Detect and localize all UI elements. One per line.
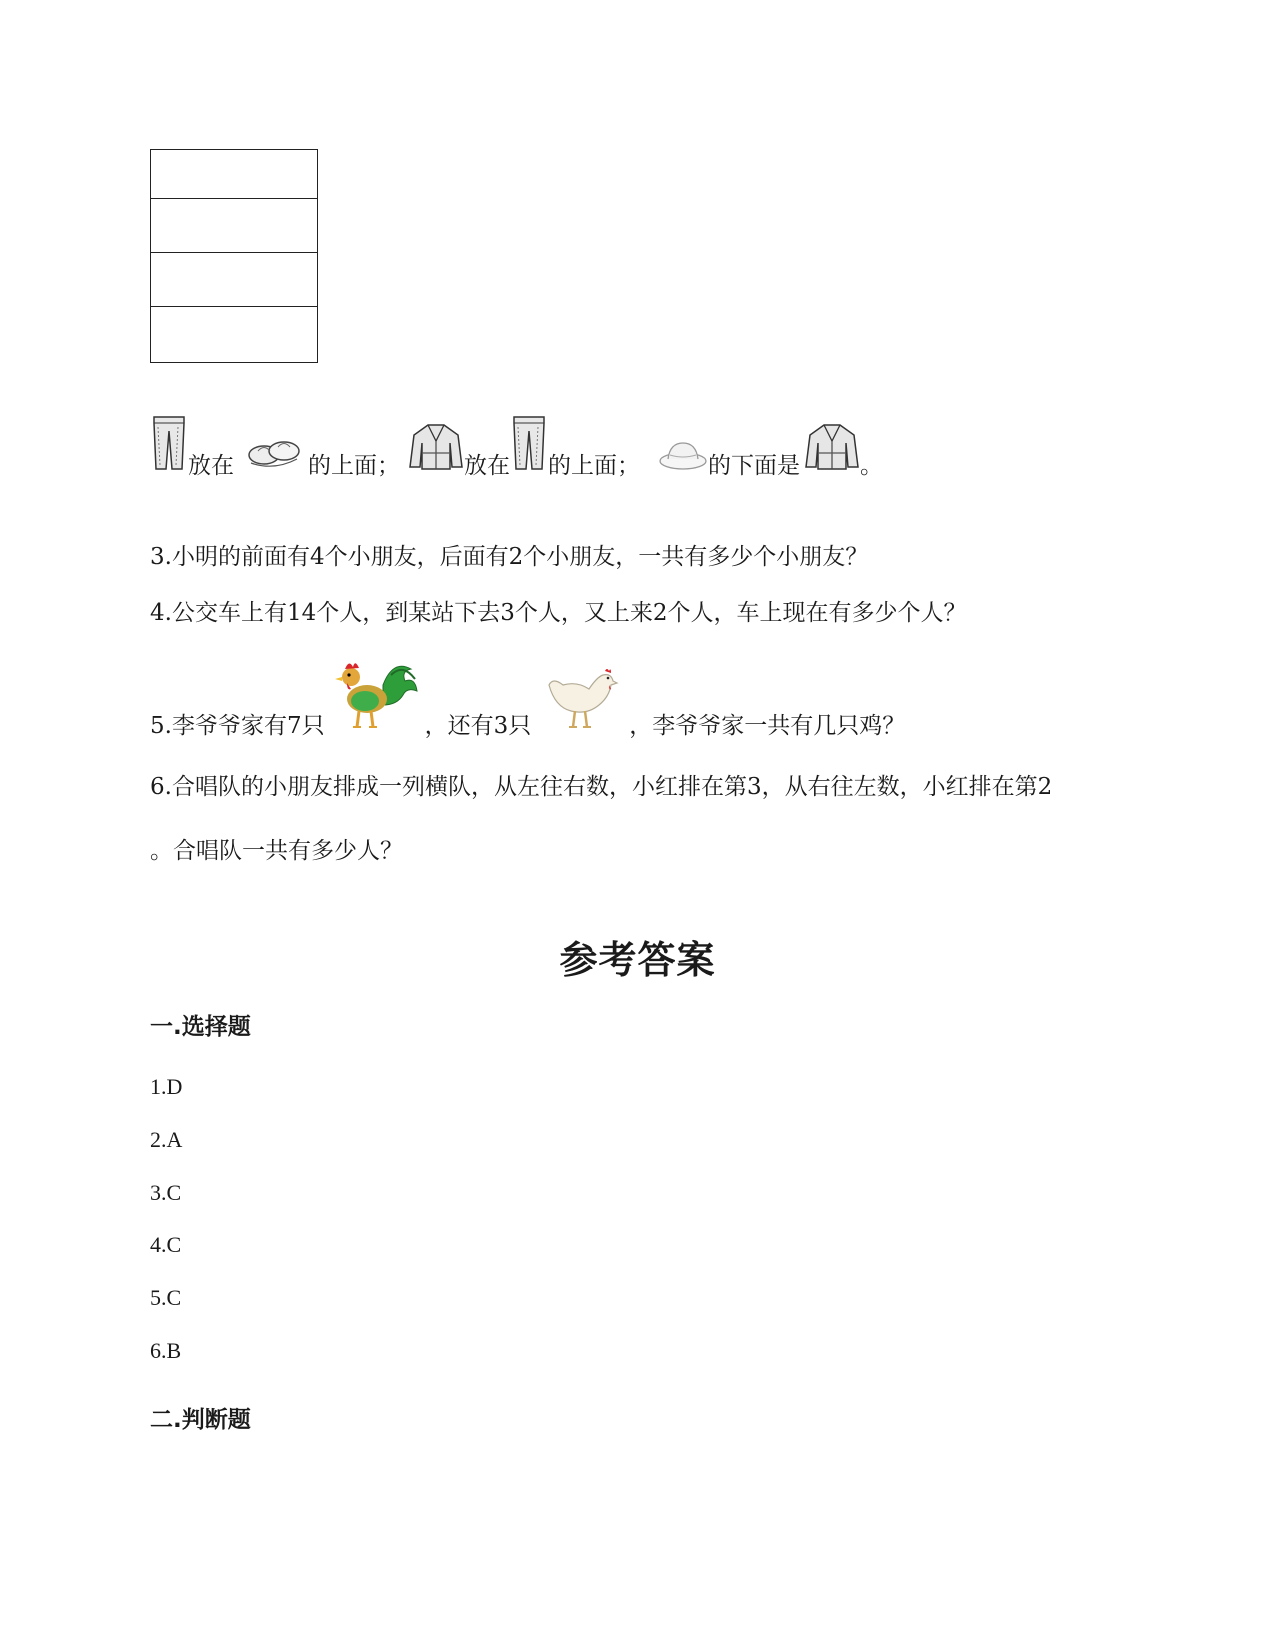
jacket-icon bbox=[408, 421, 464, 478]
placement-text-5: 的下面是 bbox=[708, 453, 800, 479]
answer-item: 3.C bbox=[150, 1180, 182, 1205]
answer-item: 6.B bbox=[150, 1338, 182, 1363]
question-6-line-2: 。合唱队一共有多少人？ bbox=[150, 838, 403, 864]
answer-item: 2.A bbox=[150, 1127, 183, 1152]
rooster-icon bbox=[331, 655, 419, 738]
question-5-part-1: 5.李爷爷家有7只 bbox=[150, 713, 325, 739]
shelf-diagram bbox=[150, 149, 318, 363]
placement-text-3: 放在 bbox=[464, 453, 510, 479]
hen-icon bbox=[543, 663, 619, 738]
placement-text-1: 放在 bbox=[188, 453, 234, 479]
shelf-divider bbox=[151, 252, 317, 253]
question-3: 3.小明的前面有4个小朋友，后面有2个小朋友，一共有多少个小朋友？ bbox=[150, 544, 869, 570]
shoes-icon bbox=[246, 429, 302, 478]
shelf-divider bbox=[151, 306, 317, 307]
question-4: 4.公交车上有14个人，到某站下去3个人，又上来2个人，车上现在有多少个人？ bbox=[150, 600, 967, 626]
answer-item: 5.C bbox=[150, 1285, 182, 1310]
hat-icon bbox=[658, 437, 708, 478]
jacket-icon bbox=[804, 421, 860, 478]
answer-key-title: 参考答案 bbox=[559, 938, 716, 982]
placement-text-4: 的上面； bbox=[548, 453, 640, 479]
trousers-icon bbox=[150, 413, 188, 478]
placement-text-6: 。 bbox=[860, 453, 883, 479]
placement-sentence bbox=[150, 413, 883, 478]
trousers-icon bbox=[510, 413, 548, 478]
placement-text-2: 的上面； bbox=[308, 453, 400, 479]
section-heading-choice: 一.选择题 bbox=[150, 1014, 251, 1040]
answer-item: 1.D bbox=[150, 1074, 183, 1099]
shelf-divider bbox=[151, 198, 317, 199]
question-5-part-3: ，李爷爷家一共有几只鸡？ bbox=[629, 713, 906, 739]
question-5 bbox=[150, 655, 905, 738]
answer-item: 4.C bbox=[150, 1232, 182, 1257]
section-heading-judgement: 二.判断题 bbox=[150, 1407, 251, 1433]
question-6-line-1: 6.合唱队的小朋友排成一列横队，从左往右数，小红排在第3，从右往左数，小红排在第2 bbox=[150, 774, 1053, 800]
question-5-part-2: ，还有3只 bbox=[424, 713, 532, 739]
